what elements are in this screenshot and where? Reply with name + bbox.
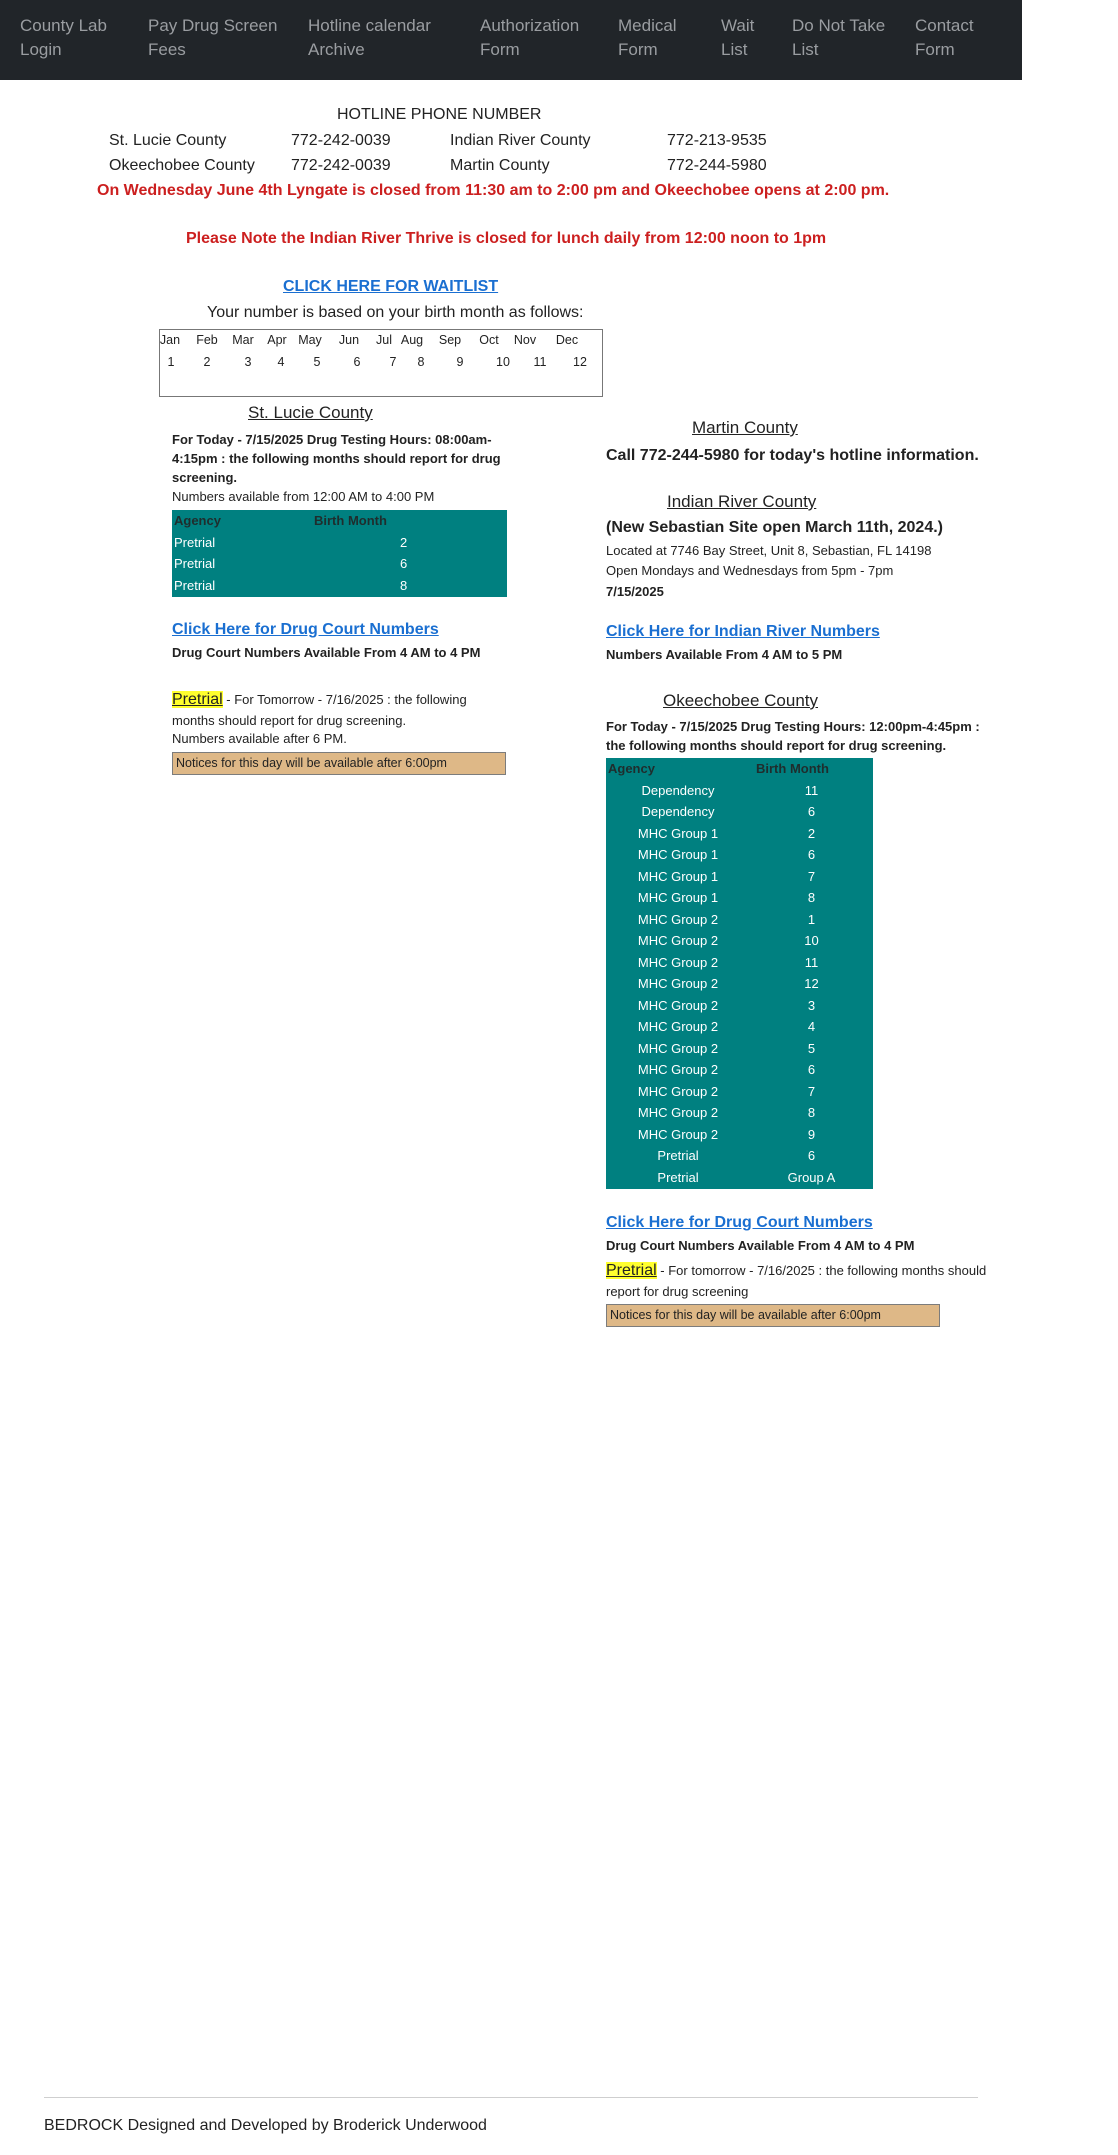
hotline-phone: 772-242-0039 [291,157,391,174]
table-row [606,995,873,1017]
agency-cell: Dependency [641,782,715,798]
thrive-notice: Please Note the Indian River Thrive is closed for lunch daily from 12:00 noon to 1pm [186,230,827,247]
indianriver-title: Indian River County [667,492,817,511]
table-row [606,973,873,995]
top-navbar [0,0,1022,80]
agency-cell: MHC Group 2 [637,1040,719,1056]
indianriver-site: (New Sebastian Site open March 11th, 2024.) [606,519,943,536]
month-cell: 8 [807,890,816,906]
okeechobee-title: Okeechobee County [663,691,818,710]
hotline-county: Indian River County [450,132,591,149]
table-row [606,887,873,909]
hotline-title: HOTLINE PHONE NUMBER [337,106,542,123]
stlucie-drug-court-avail: Drug Court Numbers Available From 4 AM to 4 PM [172,645,481,660]
table-row [606,1124,873,1146]
pretrial-highlight[interactable]: Pretrial [606,1262,657,1279]
hotline-phone: 772-213-9535 [667,132,767,149]
table-row [172,575,507,597]
table-row [606,1167,873,1189]
month-number: 3 [244,355,252,369]
month-number: 12 [573,355,587,369]
month-cell: 9 [807,1126,816,1142]
month-cell: Group A [787,1169,836,1185]
month-name: May [298,333,322,347]
month-name: Aug [400,333,424,347]
month-name: Jan [159,333,181,347]
okeechobee-today: For Today - 7/15/2025 Drug Testing Hours: 12:00pm-4:45pm : the following months should report for drug screening. [606,719,980,753]
month-number: 8 [417,355,425,369]
agency-cell: Pretrial [657,1169,699,1185]
table-row [606,1016,873,1038]
table-row [606,909,873,931]
indianriver-hours: Open Mondays and Wednesdays from 5pm - 7pm [606,563,894,578]
month-cell: 5 [807,1040,816,1056]
agency-cell: MHC Group 1 [637,825,719,841]
nav-wait-list[interactable]: Wait List [721,16,755,59]
table-header: Agency [608,761,655,777]
month-name: Oct [479,333,499,347]
stlucie-title: St. Lucie County [248,403,373,422]
month-number: 6 [353,355,361,369]
agency-cell: MHC Group 1 [637,890,719,906]
month-number: 9 [456,355,464,369]
table-header: Birth Month [314,513,387,529]
month-name: Feb [196,333,218,347]
stlucie-available: Numbers available from 12:00 AM to 4:00 PM [172,489,435,504]
stlucie-drug-court-link[interactable]: Click Here for Drug Court Numbers [172,621,439,638]
month-name: Jun [338,333,360,347]
indianriver-avail: Numbers Available From 4 AM to 5 PM [606,647,843,662]
martin-call: Call 772-244-5980 for today's hotline information. [606,447,979,464]
table-row [172,532,507,554]
month-cell: 6 [400,556,408,572]
footer-credit: BEDROCK Designed and Developed by Broderick Underwood [44,2117,487,2134]
agency-cell: MHC Group 2 [637,933,719,949]
hotline-county: Okeechobee County [109,157,255,174]
pretrial-highlight[interactable]: Pretrial [172,691,223,708]
agency-cell: MHC Group 2 [637,976,719,992]
table-row [606,952,873,974]
okeechobee-table [606,758,873,1189]
table-row [606,1059,873,1081]
month-cell: 6 [807,804,816,820]
okeechobee-drug-court-link[interactable]: Click Here for Drug Court Numbers [606,1214,873,1231]
indianriver-date: 7/15/2025 [606,584,664,599]
martin-title: Martin County [692,418,798,437]
month-cell: 8 [807,1105,816,1121]
nav-hotline-calendar-archive[interactable]: Hotline calendar Archive [308,16,431,59]
hotline-county: St. Lucie County [109,132,227,149]
nav-contact-form[interactable]: Contact Form [915,16,974,59]
table-row [606,780,873,802]
stlucie-table [172,510,507,597]
agency-cell: MHC Group 1 [637,847,719,863]
month-cell: 12 [804,976,819,992]
footer-divider [44,2097,978,2098]
table-header: Birth Month [756,761,829,777]
stlucie-tomorrow-avail: Numbers available after 6 PM. [172,731,347,746]
waitlist-link[interactable]: CLICK HERE FOR WAITLIST [283,278,499,295]
agency-cell: Pretrial [657,1148,699,1164]
month-cell: 7 [807,1083,816,1099]
agency-cell: MHC Group 2 [637,997,719,1013]
agency-cell: MHC Group 2 [637,911,719,927]
month-name: Apr [267,333,287,347]
table-row [606,1038,873,1060]
nav-authorization-form[interactable]: Authorization Form [480,16,580,59]
birth-month-table [159,329,603,397]
stlucie-notice: Notices for this day will be available after 6:00pm [172,752,506,775]
month-name: Sep [438,333,462,347]
month-cell: 4 [807,1019,816,1035]
month-cell: 10 [804,933,819,949]
month-name: Dec [555,333,579,347]
okeechobee-tomorrow [606,1260,991,1302]
month-cell: 6 [807,1062,816,1078]
month-cell: 11 [804,954,819,970]
table-row [606,1145,873,1167]
agency-cell: MHC Group 2 [637,1105,719,1121]
table-row [606,866,873,888]
table-row [606,1102,873,1124]
waitlist-subtitle: Your number is based on your birth month as follows: [207,304,584,321]
okeechobee-tomorrow-text: - For tomorrow - 7/16/2025 : the following months should report for drug screening [606,1263,987,1299]
month-cell: 6 [807,847,816,863]
month-cell: 2 [807,825,816,841]
nav-do-not-take-list[interactable]: Do Not Take List [792,16,886,59]
table-row [606,1081,873,1103]
agency-cell: MHC Group 2 [637,1126,719,1142]
agency-cell: Dependency [641,804,715,820]
month-number: 10 [496,355,510,369]
table-row [606,844,873,866]
nav-medical-form[interactable]: Medical Form [618,16,677,59]
month-number: 2 [203,355,211,369]
indianriver-address: Located at 7746 Bay Street, Unit 8, Sebastian, FL 14198 [606,543,932,558]
month-name: Nov [513,333,537,347]
table-row [172,553,507,575]
stlucie-tomorrow [172,689,512,731]
agency-cell: MHC Group 1 [637,868,719,884]
indianriver-numbers-link[interactable]: Click Here for Indian River Numbers [606,623,880,640]
agency-cell: Pretrial [174,534,216,550]
agency-cell: MHC Group 2 [637,1083,719,1099]
month-name: Jul [376,333,392,347]
month-name: Mar [232,333,254,347]
table-header: Agency [174,513,221,529]
month-cell: 11 [804,782,819,798]
agency-cell: MHC Group 2 [637,1019,719,1035]
month-number: 4 [277,355,285,369]
table-row [606,930,873,952]
month-cell: 7 [807,868,816,884]
agency-cell: MHC Group 2 [637,954,719,970]
hotline-county: Martin County [450,157,550,174]
hotline-phone: 772-244-5980 [667,157,767,174]
table-row [606,823,873,845]
month-cell: 3 [807,997,816,1013]
agency-cell: MHC Group 2 [637,1062,719,1078]
month-cell: 1 [807,911,816,927]
month-cell: 6 [807,1148,816,1164]
month-number: 5 [313,355,321,369]
lyngate-notice: On Wednesday June 4th Lyngate is closed from 11:30 am to 2:00 pm and Okeechobee opens at 2:00 pm. [97,182,890,199]
agency-cell: Pretrial [174,577,216,593]
month-number: 7 [389,355,397,369]
stlucie-today: For Today - 7/15/2025 Drug Testing Hours: 08:00am-4:15pm : the following months should report for drug screening. [172,432,501,485]
agency-cell: Pretrial [174,556,216,572]
okeechobee-notice: Notices for this day will be available after 6:00pm [606,1304,940,1327]
nav-pay-drug-screen-fees[interactable]: Pay Drug Screen Fees [148,16,278,59]
okeechobee-drug-court-avail: Drug Court Numbers Available From 4 AM to 4 PM [606,1238,915,1253]
nav-county-lab-login[interactable]: County Lab Login [20,16,107,59]
month-number: 1 [167,355,175,369]
stlucie-tomorrow-text: - For Tomorrow - 7/16/2025 : the following months should report for drug screening. [172,692,467,728]
table-row [606,801,873,823]
month-cell: 8 [400,577,408,593]
hotline-phone: 772-242-0039 [291,132,391,149]
month-cell: 2 [400,534,408,550]
month-number: 11 [533,355,547,369]
